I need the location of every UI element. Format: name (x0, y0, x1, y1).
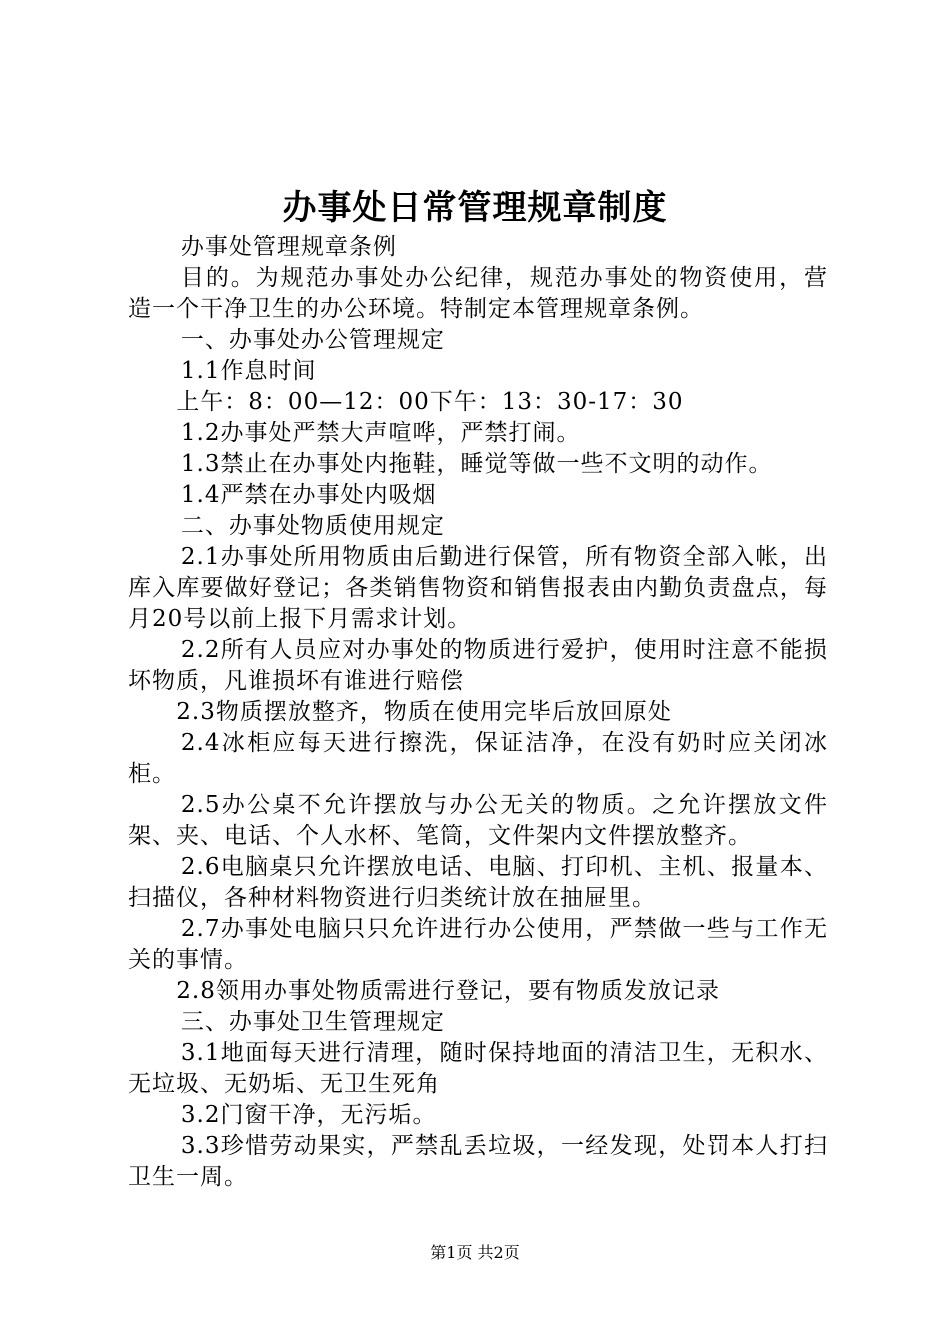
document-title: 办事处日常管理规章制度 (282, 188, 668, 228)
paragraph: 1.2办事处严禁大声喧哗，严禁打闹。 (180, 420, 581, 446)
paragraph: 1.3禁止在办事处内拖鞋，睡觉等做一些不文明的动作。 (180, 451, 773, 477)
paragraph: 目的。为规范办事处办公纪律，规范办事处的物资使用，营造一个干净卫生的办公环境。特制定本管理规章条例。 (128, 265, 828, 322)
paragraph: 上午：8：00—12：00下午：13：30-17：30 (176, 389, 684, 415)
paragraph: 1.1作息时间 (180, 358, 317, 384)
paragraph: 3.3珍惜劳动果实，严禁乱丢垃圾，一经发现，处罚本人打扫卫生一周。 (128, 1133, 828, 1190)
paragraph: 2.6电脑桌只允许摆放电话、电脑、打印机、主机、报量本、扫描仪，各种材料物资进行归类统计放在抽屉里。 (128, 854, 828, 911)
paragraph: 办事处管理规章条例 (180, 234, 397, 260)
paragraph: 2.1办事处所用物质由后勤进行保管，所有物资全部入帐，出库入库要做好登记；各类销售物资和销售报表由内勤负责盘点，每月20号以前上报下月需求计划。 (128, 544, 828, 632)
paragraph: 2.4冰柜应每天进行擦洗，保证洁净，在没有奶时应关闭冰柜。 (128, 730, 828, 787)
paragraph: 2.3物质摆放整齐，物质在使用完毕后放回原处 (176, 699, 672, 725)
paragraph: 1.4严禁在办事处内吸烟 (180, 482, 437, 508)
paragraph: 2.8领用办事处物质需进行登记，要有物质发放记录 (176, 978, 720, 1004)
document-body (128, 232, 828, 1193)
paragraph: 3.1地面每天进行清理，随时保持地面的清洁卫生，无积水、无垃圾、无奶垢、无卫生死角 (128, 1040, 828, 1097)
paragraph: 2.2所有人员应对办事处的物质进行爱护，使用时注意不能损坏物质，凡谁损坏有谁进行赔偿 (128, 637, 828, 694)
paragraph: 2.5办公桌不允许摆放与办公无关的物质。之允许摆放文件架、夹、电话、个人水杯、笔筒，文件架内文件摆放整齐。 (128, 792, 828, 849)
paragraph: 一、办事处办公管理规定 (180, 327, 445, 353)
paragraph: 3.2门窗干净，无污垢。 (180, 1102, 437, 1128)
paragraph: 2.7办事处电脑只只允许进行办公使用，严禁做一些与工作无关的事情。 (128, 916, 828, 973)
paragraph: 三、办事处卫生管理规定 (180, 1009, 445, 1035)
page-footer: 第1页 共2页 (430, 1243, 520, 1262)
paragraph: 二、办事处物质使用规定 (180, 513, 445, 539)
